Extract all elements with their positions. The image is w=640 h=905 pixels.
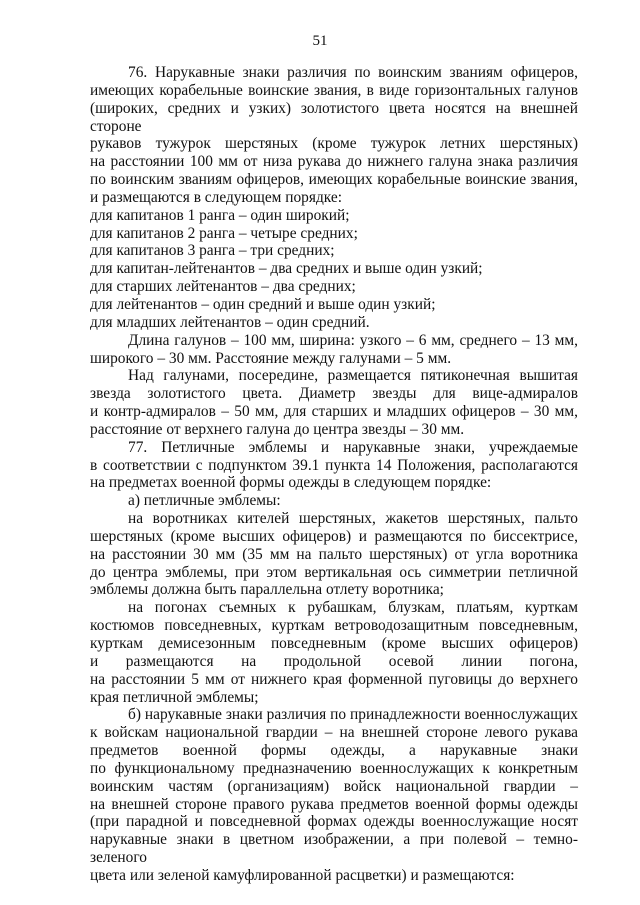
page-number: 51 <box>312 33 328 49</box>
text-line: по функциональному предназначению военнослужащих к конкретным <box>90 759 578 777</box>
text-line: звезда золотистого цвета. Диаметр звезды для вице-адмиралов <box>90 385 578 403</box>
list-item: для младших лейтенантов – один средний. <box>90 313 370 331</box>
text-line: (широких, средних и узких) золотистого цвета носятся на внешней стороне <box>90 99 578 135</box>
text-line: и размещаются на продольной осевой линии погона, <box>90 652 578 670</box>
subitem-a <box>90 492 578 510</box>
text-line: в соответствии с подпунктом 39.1 пункта 14 Положения, располагаются <box>90 456 578 474</box>
text-line: костюмов повседневных, курткам ветроводозащитным повседневным, <box>90 617 578 635</box>
paragraph-galloon-size <box>90 332 578 368</box>
text-line: по воинским званиям офицеров, имеющих корабельные воинские звания, <box>90 171 578 189</box>
text-line: и контр-адмиралов – 50 мм, для старших и младших офицеров – 30 мм, <box>90 403 578 421</box>
text-line: 77. Петличные эмблемы и нарукавные знаки, учреждаемые <box>128 438 578 456</box>
text-line: на расстоянии 30 мм (35 мм на пальто шерстяных) от угла воротника <box>90 545 578 563</box>
text-line: на предметах военной формы одежды в следующем порядке: <box>90 474 492 492</box>
text-line: расстояние от верхнего галуна до центра звезды – 30 мм. <box>90 420 465 438</box>
list-item: для капитанов 1 ранга – один широкий; <box>90 206 350 224</box>
text-line: эмблемы должна быть параллельна отлету воротника; <box>90 581 444 599</box>
text-line: цвета или зеленой камуфлированной расцветки) и размещаются: <box>90 866 515 884</box>
text-line: курткам демисезонным повседневным (кроме высших офицеров) <box>90 635 578 652</box>
text-line: на внешней стороне правого рукава предметов военной формы одежды <box>90 795 578 813</box>
subitem-b <box>90 706 578 884</box>
paragraph-shoulder-boards <box>90 599 578 706</box>
text-line: края петличной эмблемы; <box>90 688 259 706</box>
text-line: шерстяных (кроме высших офицеров) и размещаются по биссектрисе, <box>90 527 578 545</box>
text-line: рукавов тужурок шерстяных (кроме тужурок летних шерстяных) <box>90 135 578 153</box>
text-line: нарукавные знаки в цветном изображении, а при полевой – темно-зеленого <box>90 831 578 867</box>
text-line: на расстоянии 5 мм от нижнего края форменной пуговицы до верхнего <box>90 670 578 688</box>
text-line: и размещаются в следующем порядке: <box>90 188 342 206</box>
text-line: воинским частям (организациям) войск национальной гвардии – <box>90 777 578 795</box>
paragraph-77 <box>90 439 578 493</box>
text-line: на расстоянии 100 мм от низа рукава до нижнего галуна знака различия <box>90 153 578 171</box>
text-line: б) нарукавные знаки различия по принадлежности военнослужащих <box>128 706 578 724</box>
paragraph-76 <box>90 64 578 207</box>
paragraph-star <box>90 367 578 438</box>
text-line: до центра эмблемы, при этом вертикальная ось симметрии петличной <box>90 563 578 581</box>
text-line: на погонах съемных к рубашкам, блузкам, платьям, курткам <box>128 599 578 617</box>
text-line: Над галунами, посередине, размещается пятиконечная вышитая <box>128 367 578 385</box>
list-item: для капитанов 3 ранга – три средних; <box>90 242 335 260</box>
rank-list <box>90 207 578 332</box>
text-line: широкого – 30 мм. Расстояние между галунами – 5 мм. <box>90 349 452 367</box>
text-line: предметов военной формы одежды, а нарукавные знаки <box>90 742 578 760</box>
text-line: к войскам национальной гвардии – на внешней стороне левого рукава <box>90 724 578 742</box>
list-item: для капитан-лейтенантов – два средних и выше один узкий; <box>90 260 483 278</box>
text-line: а) петличные эмблемы: <box>128 492 281 510</box>
list-item: для капитанов 2 ранга – четыре средних; <box>90 224 358 242</box>
document-body <box>90 64 578 885</box>
text-line: (при парадной и повседневной формах одежды военнослужащие носят <box>90 813 578 831</box>
text-line: Длина галунов – 100 мм, ширина: узкого – 6 мм, среднего – 13 мм, <box>128 331 578 349</box>
text-line: имеющих корабельные воинские звания, в виде горизонтальных галунов <box>90 81 578 99</box>
list-item: для лейтенантов – один средний и выше один узкий; <box>90 295 436 313</box>
text-line: 76. Нарукавные знаки различия по воинским званиям офицеров, <box>128 64 578 81</box>
paragraph-collars <box>90 510 578 599</box>
list-item: для старших лейтенантов – два средних; <box>90 278 356 296</box>
text-line: на воротниках кителей шерстяных, жакетов шерстяных, пальто <box>128 510 578 528</box>
